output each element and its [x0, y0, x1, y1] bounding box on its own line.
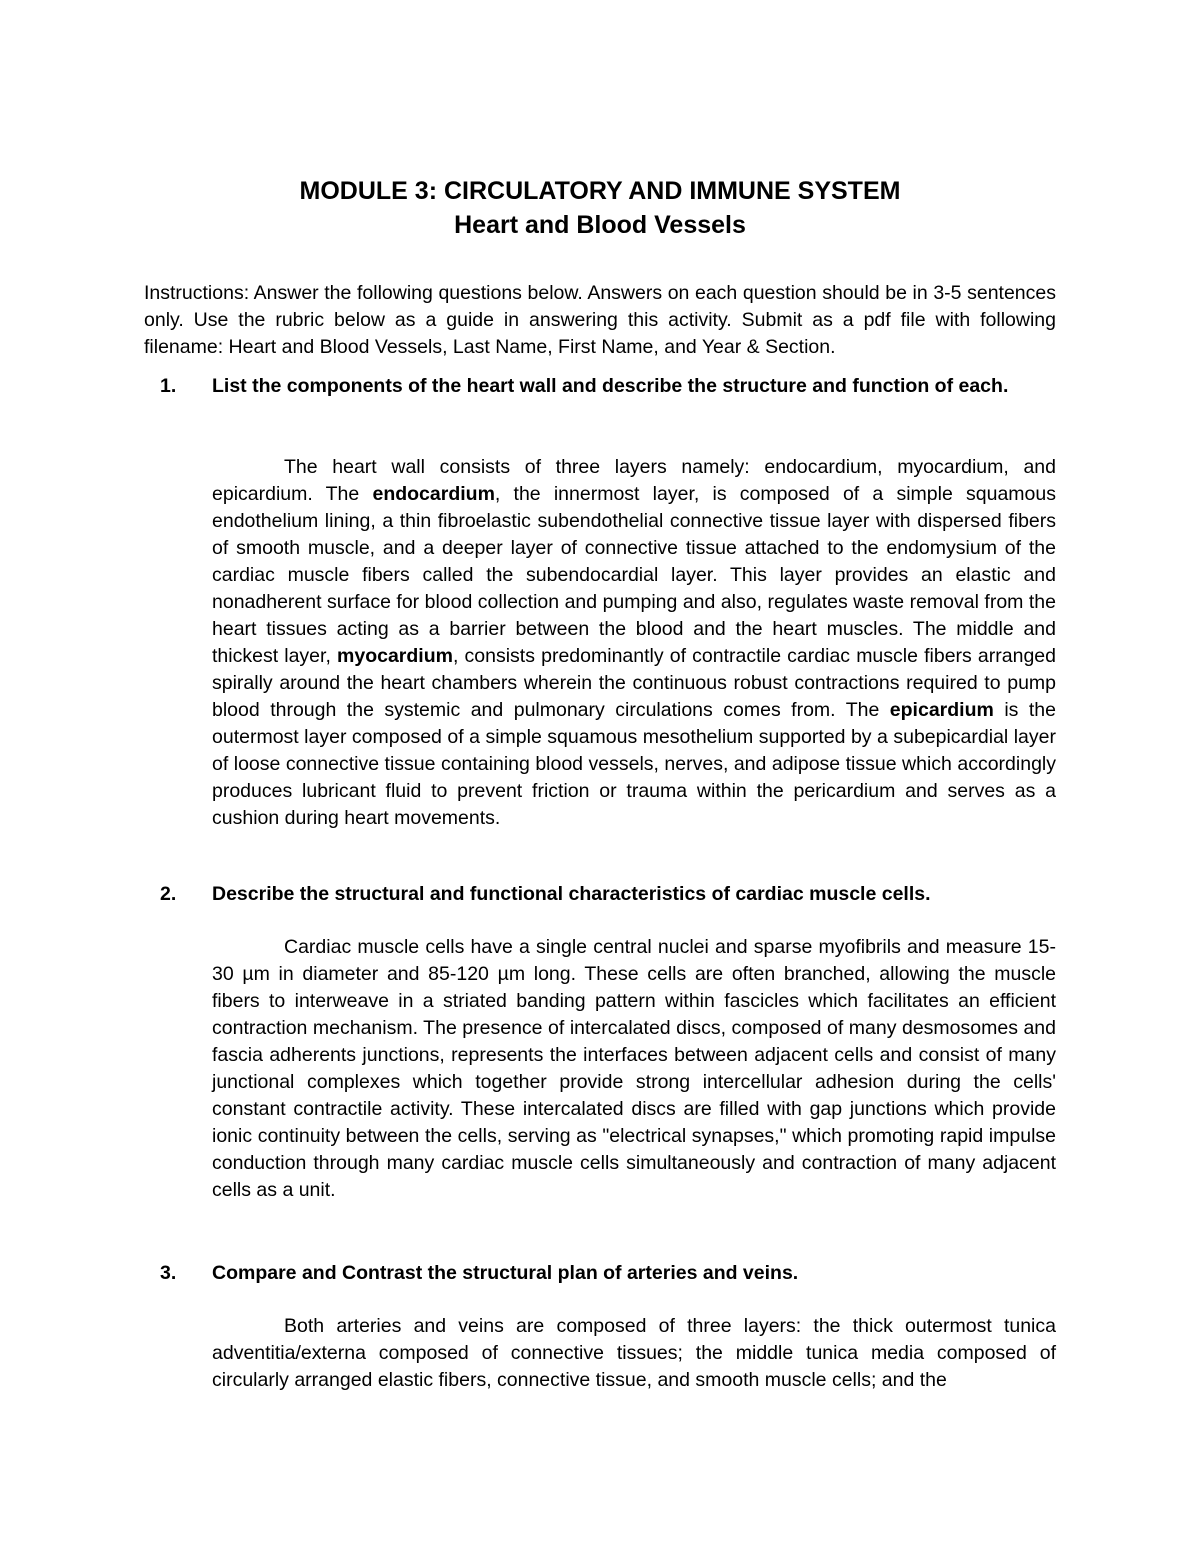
answer-2: Cardiac muscle cells have a single central nuclei and sparse myofibrils and measure 15-30 µm in diameter and 85-120 µm long. These cells are often branched, allowing the muscle fibers to interweave in a striated banding pattern within fascicles which facilitates an efficient contraction mechanism. The presence of intercalated discs, composed of many desmosomes and fascia adherents junctions, represents the interfaces between adjacent cells and consist of many junctional complexes which together provide strong intercellular adhesion during the cells' constant contractile activity. These intercalated discs are filled with gap junctions which provide ionic continuity between the cells, serving as "electrical synapses," which promoting rapid impulse conduction through many cardiac muscle cells simultaneously and contraction of many adjacent cells as a unit. [212, 936, 1056, 1201]
term-endocardium: endocardium [372, 483, 495, 505]
answer-text: The heart wall consists of three layers namely: endocardium, myocardium, and epicardium. The [212, 456, 1056, 505]
question-3 [160, 1260, 1056, 1287]
answer-text: , the innermost layer, is composed of a simple squamous endothelium lining, a thin fibroelastic subendothelial connective tissue layer with dispersed fibers of smooth muscle, and a deeper layer of connective tissue attached to the endomysium of the cardiac muscle fibers called the subendocardial layer. This layer provides an elastic and nonadherent surface for blood collection and pumping and also, regulates waste removal from the heart tissues acting as a barrier between the blood and the heart muscles. The middle and thickest layer, [212, 483, 1056, 667]
module-title: MODULE 3: CIRCULATORY AND IMMUNE SYSTEM [299, 177, 901, 205]
question-2 [160, 881, 1056, 908]
term-myocardium: myocardium [337, 645, 453, 667]
question-1 [160, 373, 1056, 400]
question-number: 2. [160, 883, 177, 905]
term-epicardium: epicardium [889, 699, 994, 721]
question-text: List the components of the heart wall and describe the structure and function of each. [212, 375, 1009, 397]
question-text: Describe the structural and functional characteristics of cardiac muscle cells. [212, 883, 931, 905]
title-block [0, 174, 1200, 242]
question-number: 1. [160, 375, 177, 397]
topic-subtitle: Heart and Blood Vessels [454, 211, 746, 239]
question-number: 3. [160, 1262, 177, 1284]
question-text: Compare and Contrast the structural plan of arteries and veins. [212, 1262, 799, 1284]
instructions-paragraph: Instructions: Answer the following questions below. Answers on each question should be in 3-5 sentences only. Use the rubric below as a guide in answering this activity. Submit as a pdf file with following filename: Heart and Blood Vessels, Last Name, First Name, and Year & Section. [144, 282, 1056, 358]
answer-3: Both arteries and veins are composed of three layers: the thick outermost tunica adventitia/externa composed of connective tissues; the middle tunica media composed of circularly arranged elastic fibers, connective tissue, and smooth muscle cells; and the [212, 1315, 1056, 1391]
answer-1 [212, 454, 1056, 832]
answer-text: , consists predominantly of contractile cardiac muscle fibers arranged spirally around the heart chambers wherein the continuous robust contractions required to pump blood through the systemic and pulmonary circulations comes from. The [212, 645, 1056, 721]
answer-text: is the outermost layer composed of a simple squamous mesothelium supported by a subepicardial layer of loose connective tissue containing blood vessels, nerves, and adipose tissue which accordingly produces lubricant fluid to prevent friction or trauma within the pericardium and serves as a cushion during heart movements. [212, 699, 1056, 829]
